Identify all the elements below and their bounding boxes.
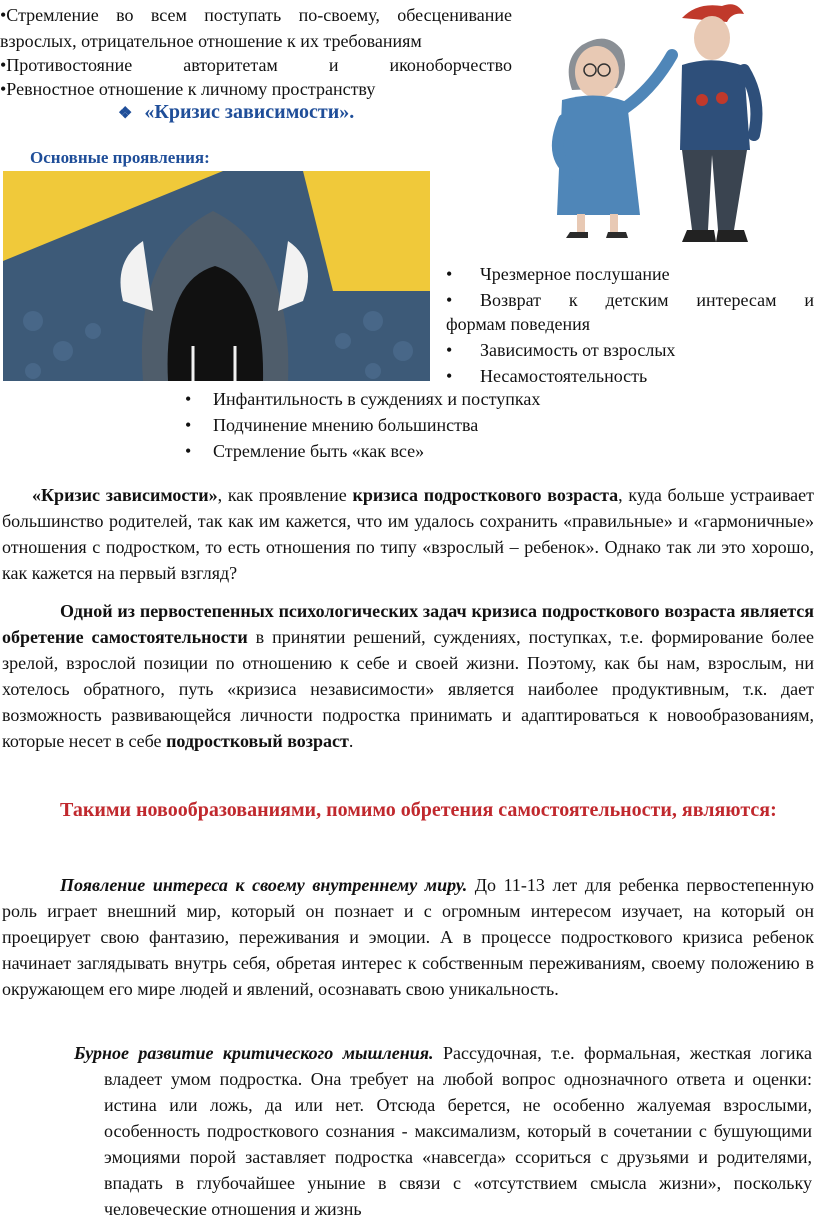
list-item: • Подчинение мнению большинства: [185, 415, 479, 435]
list-item: • Стремление быть «как все»: [185, 441, 425, 461]
paragraph-critical-thinking: Бурное развитие критического мышления. Рассудочная, т.е. формальная, жесткая логика владеет умом подростка. Она требует на любой вопрос однозначного ответа и оценки: истина или ложь, да или нет. Отсюда берется, не особенно жалуемая взрослыми, особенность подросткового сознания - максимализм, который в сочетании с бушующими эмоциями порой заставляет подростка «навсегда» ссориться с друзьями и родителями, впадать в глубочайшее уныние в связи с «отсутствием смысла жизни», поскольку человеческие отношения и жизнь: [74, 1043, 812, 1219]
mother-scolding-teen-illustration: [522, 0, 816, 258]
red-heading: Такими новообразованиями, помимо обретения самостоятельности, являются:: [60, 799, 777, 821]
top-bullet-line-1: •Стремление во всем поступать по-своему, обесценивание: [0, 5, 512, 25]
section-title: [118, 101, 354, 124]
top-bullet-line-3: •Противостояние авторитетам и иконоборчество: [0, 55, 512, 75]
list-item: • Зависимость от взрослых: [446, 340, 676, 360]
top-bullet-line-2: взрослых, отрицательное отношение к их требованиям: [0, 31, 422, 51]
list-item-continuation: формам поведения: [446, 314, 591, 334]
paragraph-crisis-dependence: «Кризис зависимости», как проявление кризиса подросткового возраста, куда больше устраивает большинство родителей, так как им кажется, что им удалось сохранить «правильные» и «гармоничные» отношения с подростком, то есть отношения по типу «взрослый – ребенок». Однако так ли это хорошо, как кажется на первый взгляд?: [2, 485, 814, 583]
diamond-bullet-icon: ❖: [118, 105, 133, 122]
list-item: • Возврат к детским интересам и: [446, 290, 814, 310]
list-item: • Чрезмерное послушание: [446, 264, 670, 284]
section-title-text: «Кризис зависимости».: [144, 101, 355, 123]
list-item: • Инфантильность в суждениях и поступках: [185, 389, 541, 409]
paragraph-inner-world: Появление интереса к своему внутреннему миру. До 11-13 лет для ребенка первостепенную роль играет внешний мир, который он познает и с огромным интересом изучает, на который он проецирует свою фантазию, переживания и эмоции. А в процессе подросткового кризиса ребенок начинает заглядывать внутрь себя, обретая интерес к собственным переживаниям, своему положению в окружающем его мире людей и явлений, осознавать свою уникальность.: [2, 875, 815, 999]
section-subtitle: Основные проявления:: [30, 148, 210, 167]
hooded-teen-illustration: [3, 171, 430, 381]
list-item: • Несамостоятельность: [446, 366, 648, 386]
paragraph-main-task: Одной из первостепенных психологических задач кризиса подросткового возраста является обретение самостоятельности в принятии решений, суждениях, поступках, т.е. формирование более зрелой, взрослой позиции по отношению к себе и своей жизни. Поэтому, как бы нам, взрослым, ни хотелось обратного, путь «кризиса независимости» является наиболее продуктивным, т.к. дает возможность развивающейся личности подростка принимать и адаптироваться к новообразованиям, которые несет в себе подростковый возраст.: [2, 601, 814, 751]
top-bullet-line-4: •Ревностное отношение к личному пространству: [0, 79, 376, 99]
